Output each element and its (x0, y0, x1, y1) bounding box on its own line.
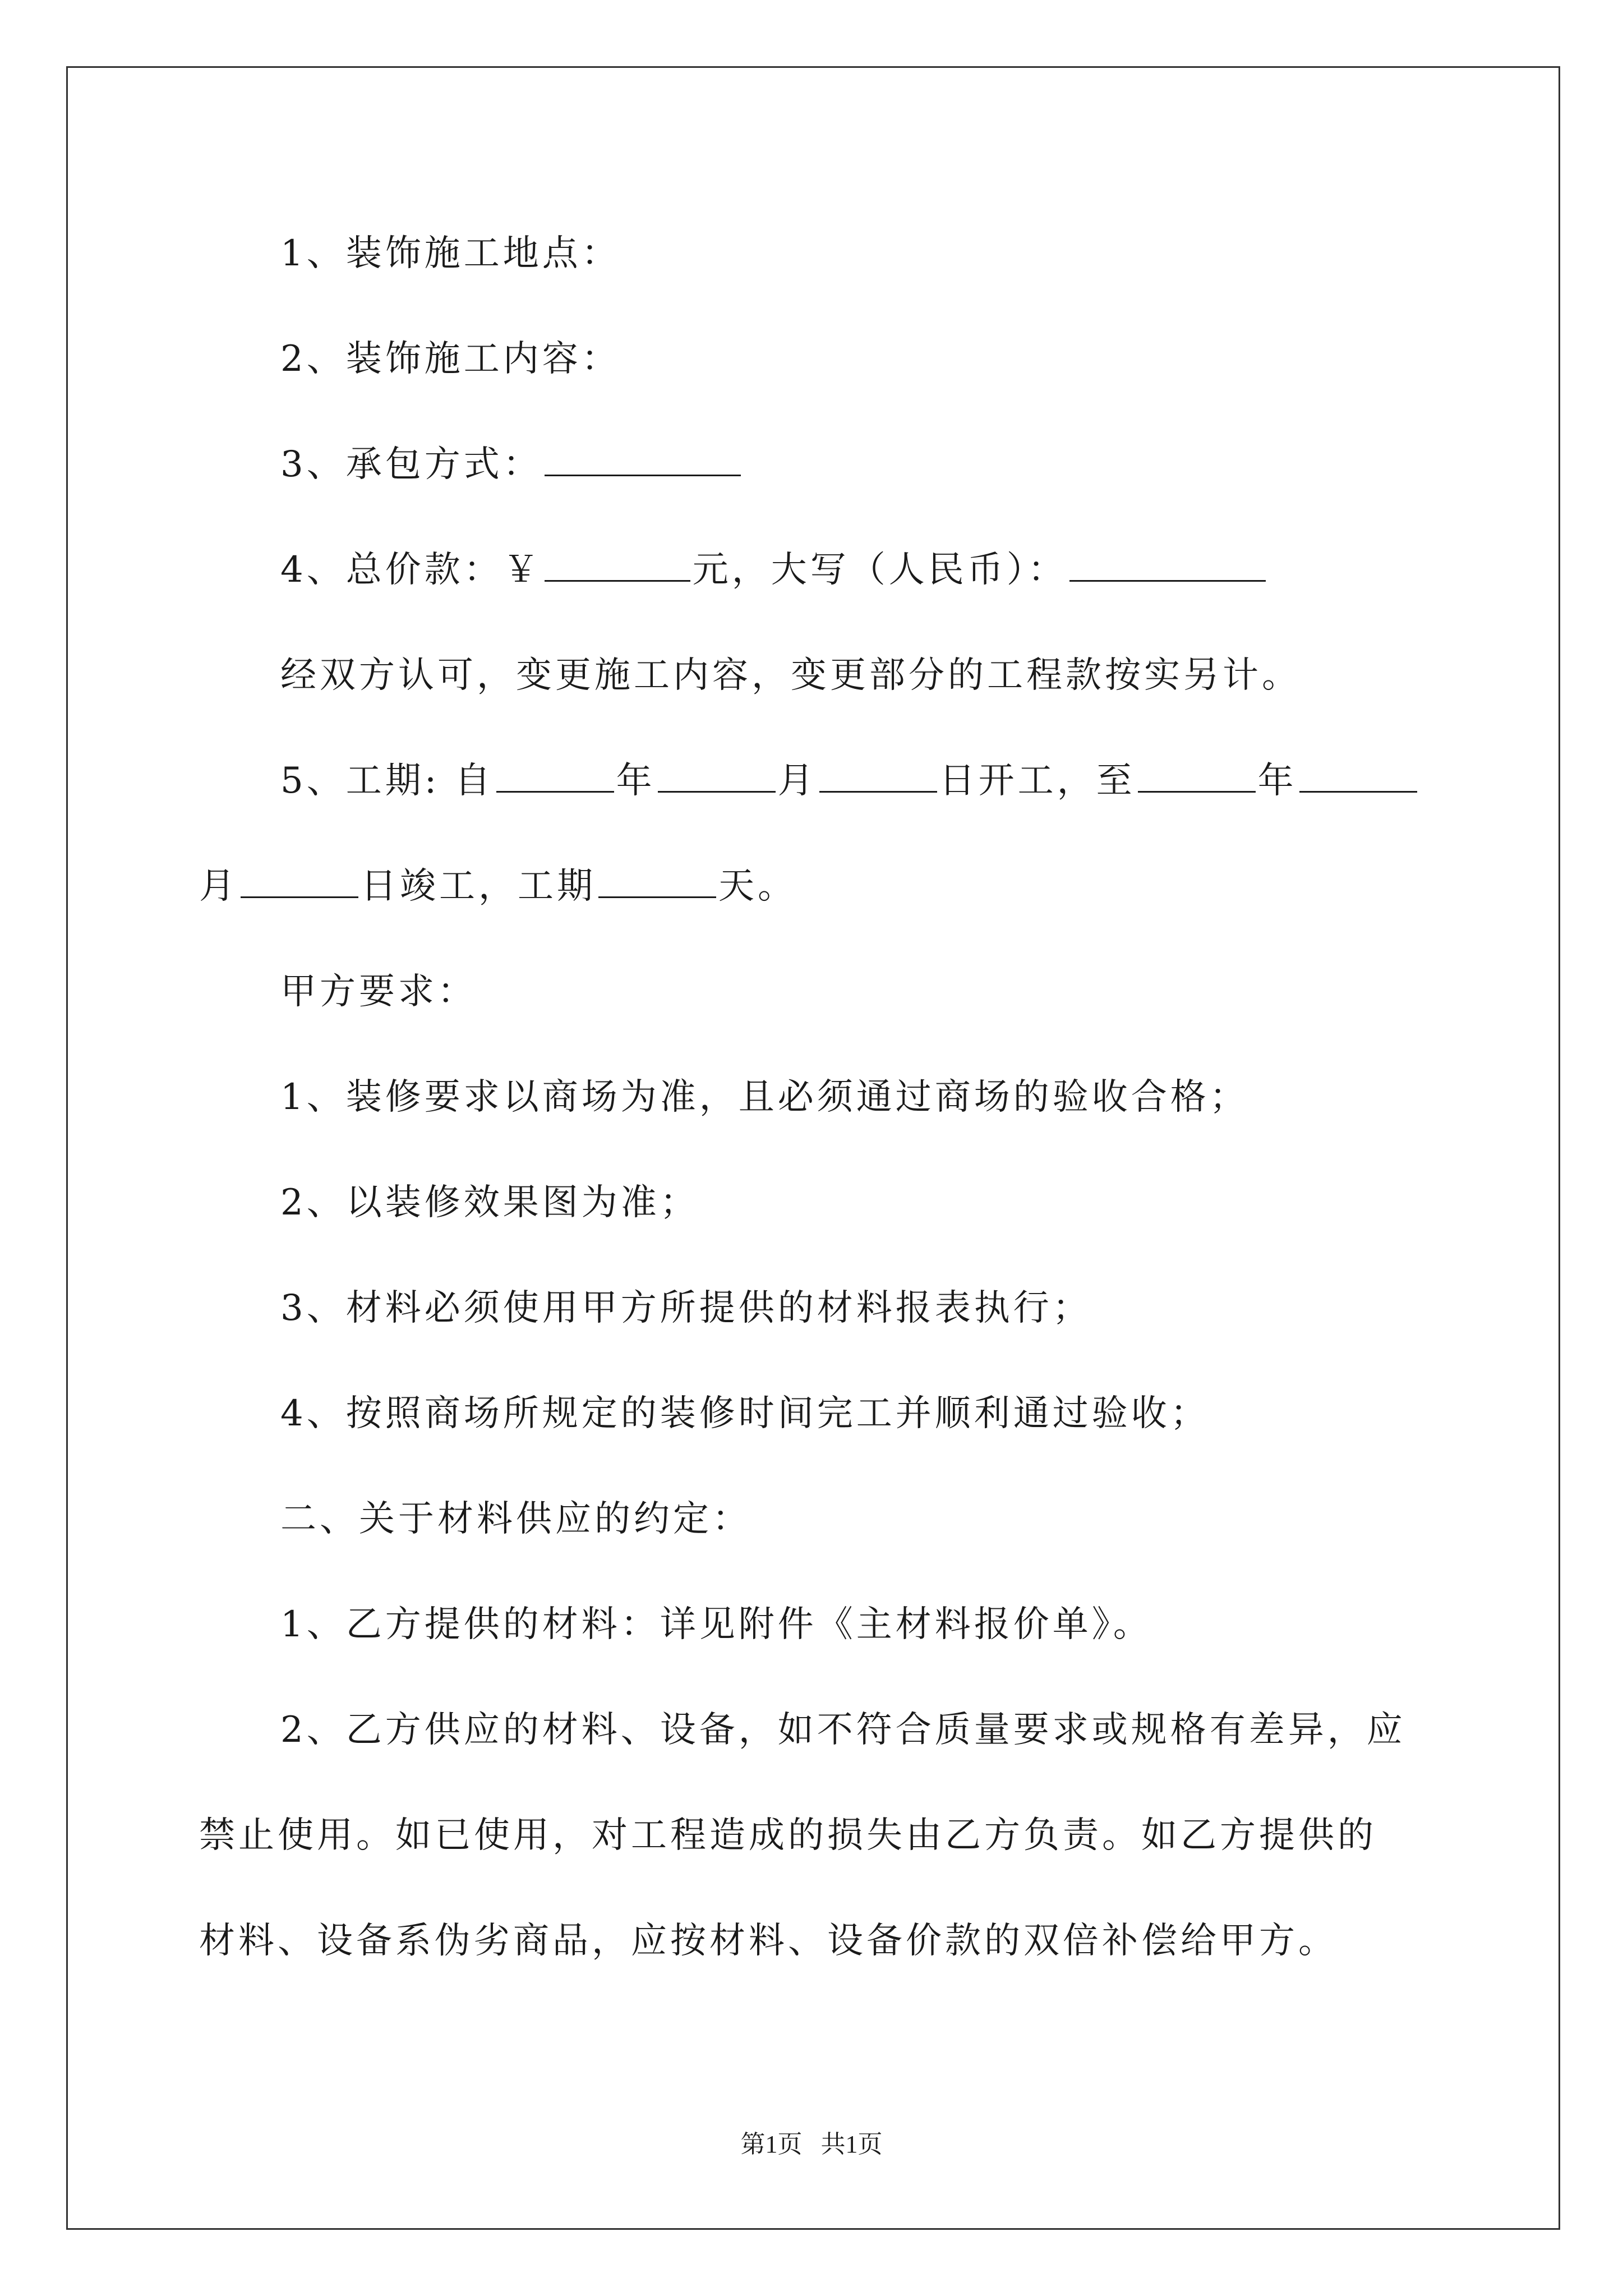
total-price-words-blank (1069, 549, 1266, 582)
item-location-text: 1、装饰施工地点： (280, 233, 621, 274)
material-supply-heading: 二、关于材料供应的约定： (280, 1498, 751, 1540)
party-a-requirements-heading: 甲方要求： (280, 971, 477, 1013)
requirement-1 (280, 1075, 1249, 1120)
item-schedule (280, 758, 1419, 803)
section-party-a-requirements (280, 969, 477, 1014)
item-content-text: 2、装饰施工内容： (280, 338, 621, 380)
material-clause-1-text: 1、乙方提供的材料：详见附件《主材料报价单》。 (280, 1604, 1152, 1645)
item-agreement-note (280, 653, 1301, 698)
total-price-blank (545, 549, 690, 582)
requirement-2-text: 2、以装修效果图为准； (280, 1182, 699, 1223)
item-contract-method-text: 3、承包方式： (280, 444, 542, 485)
end-month-label: 月 (199, 866, 238, 907)
page-footer: 第1页 共1页 (740, 2131, 883, 2158)
material-clause-2-cont-1-text: 禁止使用。如已使用，对工程造成的损失由乙方负责。如乙方提供的 (199, 1815, 1377, 1856)
total-price-label: 4、总价款：￥ (280, 549, 542, 591)
start-month-blank (658, 760, 776, 793)
material-clause-2-cont-1 (199, 1813, 1377, 1858)
start-day-blank (819, 760, 937, 793)
end-year-blank (1138, 760, 1256, 793)
requirement-3 (280, 1286, 1092, 1331)
days-label: 天。 (718, 866, 797, 907)
requirement-4-text: 4、按照商场所规定的装修时间完工并顺利通过验收； (280, 1393, 1210, 1434)
page-border (66, 66, 1560, 2230)
requirement-3-text: 3、材料必须使用甲方所提供的材料报表执行； (280, 1287, 1092, 1329)
item-location (280, 231, 621, 276)
material-clause-1 (280, 1602, 1152, 1647)
section-material-supply (280, 1497, 751, 1542)
requirement-1-text: 1、装修要求以商场为准，且必须通过商场的验收合格； (280, 1076, 1249, 1118)
item-content (280, 337, 621, 381)
material-clause-2-text: 2、乙方供应的材料、设备，如不符合质量要求或规格有差异，应 (280, 1709, 1406, 1751)
schedule-label: 5、工期: 自 (280, 760, 494, 802)
item-contract-method (280, 442, 743, 487)
end-year-label: 年 (1257, 760, 1297, 802)
month-label: 月 (777, 760, 817, 802)
total-price-words-label: 元，大写（人民币）： (692, 549, 1067, 591)
material-clause-2-cont-2-text: 材料、设备系伪劣商品，应按材料、设备价款的双倍补偿给甲方。 (199, 1920, 1338, 1962)
duration-blank (598, 865, 716, 898)
item-schedule-cont (199, 864, 797, 909)
agreement-note-text: 经双方认可，变更施工内容，变更部分的工程款按实另计。 (280, 655, 1301, 696)
completion-label: 日竣工，工期 (361, 866, 596, 907)
requirement-2 (280, 1180, 699, 1225)
start-year-blank (496, 760, 614, 793)
end-month-blank (1299, 760, 1417, 793)
year-label: 年 (616, 760, 656, 802)
item-total-price (280, 547, 1268, 592)
material-clause-2-cont-2 (199, 1918, 1338, 1963)
start-label: 日开工，至 (939, 760, 1136, 802)
end-day-blank (241, 865, 358, 898)
requirement-4 (280, 1391, 1210, 1436)
material-clause-2 (280, 1708, 1406, 1752)
contract-method-blank (545, 443, 741, 476)
